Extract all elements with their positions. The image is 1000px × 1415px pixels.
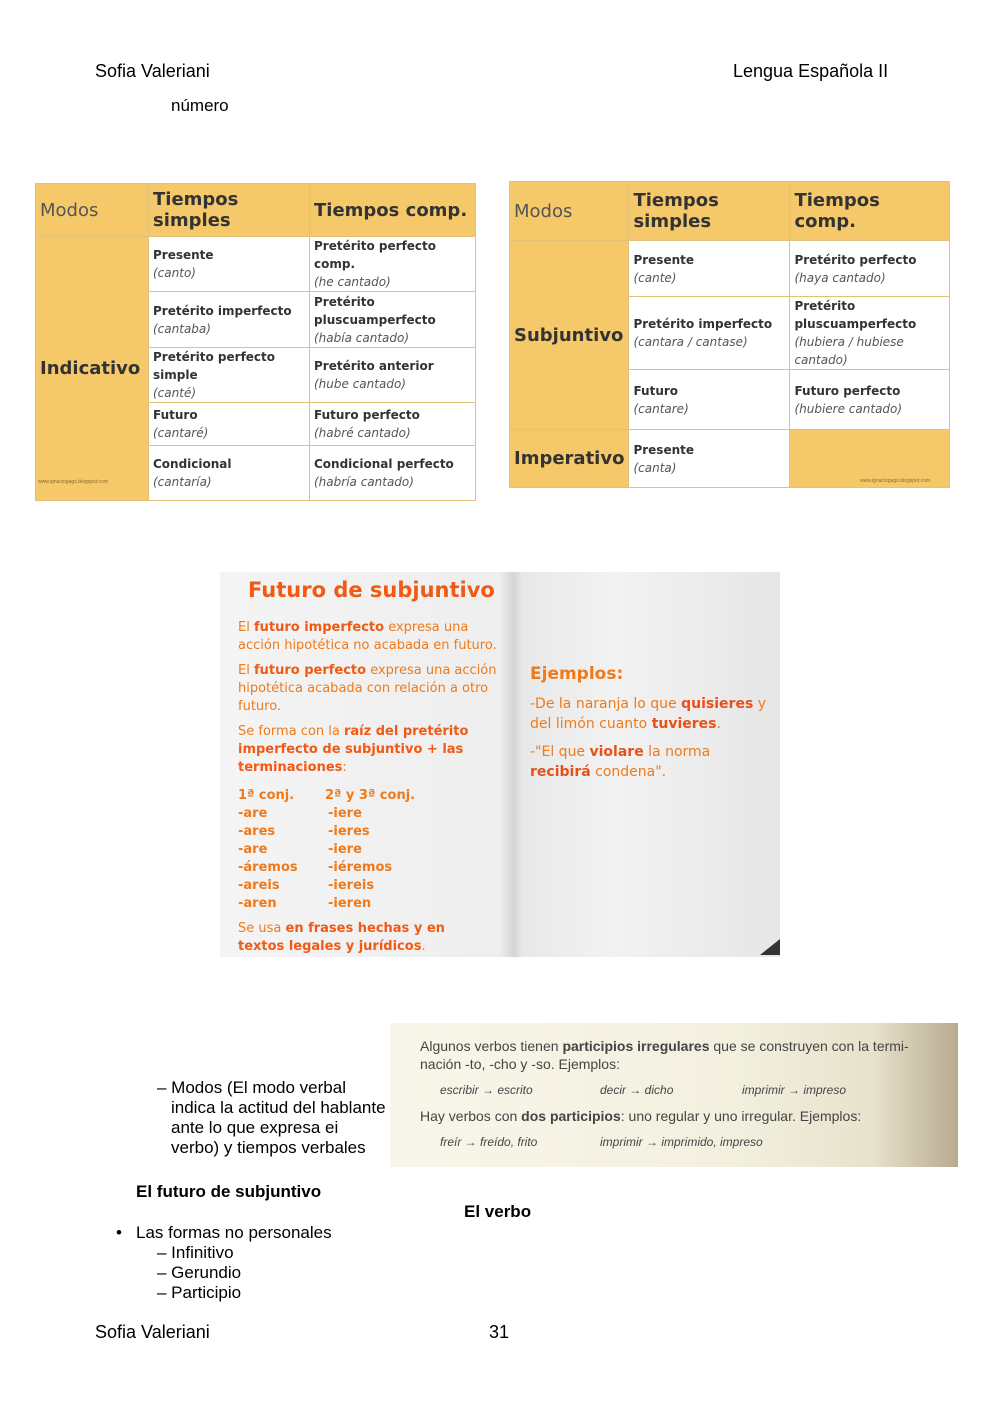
- mode-indicativo: Indicativo: [36, 237, 149, 501]
- participios-scan: [390, 1023, 958, 1167]
- formas-item: Las formas no personales: [136, 1223, 332, 1242]
- header-modos: Modos: [510, 182, 629, 241]
- futuro-heading: El futuro de subjuntivo: [136, 1182, 322, 1201]
- page-number: 31: [489, 1322, 510, 1342]
- credit-text: www.ignaciogago.blogspot.com: [860, 478, 931, 484]
- ejemplo-1: -De la naranja lo que quisieres y del limón cuanto tuvieres.: [530, 696, 767, 732]
- cell-comp: Pretérito anterior (hube cantado): [310, 348, 476, 403]
- cell-comp: Futuro perfecto (hubiere cantado): [790, 370, 950, 430]
- indicativo-table: [35, 183, 476, 501]
- header-comp: Tiempos comp.: [790, 182, 950, 241]
- cell-simple: Futuro (cantare): [629, 370, 790, 430]
- conj2-header: 2ª y 3ª conj.: [325, 788, 416, 803]
- cell-simple: Presente (canta): [629, 430, 790, 488]
- corner-icon: [760, 939, 780, 955]
- conj1-list: -are -ares -are -áremos -areis -aren: [238, 806, 298, 911]
- sub-item-participio: – Participio: [157, 1283, 242, 1302]
- header-comp: Tiempos comp.: [310, 184, 476, 237]
- top-word: número: [171, 96, 229, 115]
- mode-subjuntivo: Subjuntivo: [510, 241, 629, 430]
- header-course: Lengua Española II: [733, 61, 889, 81]
- header-simple: Tiempos simples: [149, 184, 310, 237]
- scan-example: decir → dicho: [600, 1083, 674, 1097]
- header-author: Sofia Valeriani: [95, 61, 210, 81]
- scan-line-2: nación -to, -cho y -so. Ejemplos:: [420, 1056, 620, 1072]
- verbo-heading: El verbo: [464, 1202, 532, 1221]
- header-modos: Modos: [36, 184, 149, 237]
- cell-comp: Condicional perfecto (habría cantado): [310, 446, 476, 501]
- cell-comp: Pretérito pluscuamperfecto (había cantado): [310, 292, 476, 348]
- cell-simple: Pretérito imperfecto (cantaba): [149, 292, 310, 348]
- cell-comp: Pretérito perfecto comp. (he cantado): [310, 237, 476, 292]
- book-title: Futuro de subjuntivo: [248, 578, 495, 602]
- futuro-subjuntivo-book: [220, 572, 780, 957]
- mode-imperativo: Imperativo: [510, 430, 629, 488]
- cell-simple: Pretérito perfecto simple (canté): [149, 348, 310, 403]
- cell-comp: Futuro perfecto (habré cantado): [310, 403, 476, 446]
- table-row: [36, 237, 476, 292]
- book-paragraph-2: El futuro perfecto expresa una acción hipotética acabada con relación a otro futuro.: [238, 663, 497, 714]
- ejemplo-2: -"El que violare la norma recibirá condena".: [530, 744, 711, 780]
- cell-simple: Condicional (cantaría): [149, 446, 310, 501]
- cell-simple: Presente (cante): [629, 241, 790, 297]
- scan-line-3: Hay verbos con dos participios: uno regular y uno irregular. Ejemplos:: [420, 1108, 862, 1124]
- bullet-icon: •: [116, 1223, 122, 1242]
- book-paragraph-4: Se usa en frases hechas y en textos legales y jurídicos.: [238, 921, 445, 954]
- conj1-header: 1ª conj.: [238, 788, 295, 803]
- table-header-row: [510, 182, 950, 241]
- cell-simple: Pretérito imperfecto (cantara / cantase): [629, 297, 790, 370]
- ejemplos-title: Ejemplos:: [530, 664, 624, 684]
- book-paragraph-3: Se forma con la raíz del pretérito imperfecto de subjuntivo + las terminaciones:: [238, 724, 469, 775]
- scan-line-1: Algunos verbos tienen participios irregulares que se construyen con la termi-: [420, 1038, 909, 1054]
- subjuntivo-table: [509, 181, 950, 488]
- scan-example: imprimir → imprimido, impreso: [600, 1135, 763, 1149]
- scan-example: freír → freído, frito: [440, 1135, 538, 1149]
- sub-item-gerundio: – Gerundio: [157, 1263, 242, 1282]
- modos-item: – Modos (El modo verbal indica la actitud del hablante ante lo que expresa ei verbo) y tiempos verbales: [157, 1078, 386, 1157]
- table-row: [510, 241, 950, 297]
- footer-author: Sofia Valeriani: [95, 1322, 210, 1342]
- cell-comp: Pretérito perfecto (haya cantado): [790, 241, 950, 297]
- cell-comp: Pretérito pluscuamperfecto (hubiera / hubiese cantado): [790, 297, 950, 370]
- cell-simple: Presente (canto): [149, 237, 310, 292]
- header-simple: Tiempos simples: [629, 182, 790, 241]
- table-header-row: [36, 184, 476, 237]
- sub-item-infinitivo: – Infinitivo: [157, 1243, 234, 1262]
- credit-text: www.ignaciogago.blogspot.com: [38, 479, 109, 485]
- scan-example: escribir → escrito: [440, 1083, 533, 1097]
- book-paragraph-1: El futuro imperfecto expresa una acción hipotética no acabada en futuro.: [238, 620, 497, 653]
- cell-simple: Futuro (cantaré): [149, 403, 310, 446]
- conj2-list: -iere -ieres -iere -iéremos -iereis -ieren: [328, 806, 393, 911]
- scan-example: imprimir → impreso: [742, 1083, 847, 1097]
